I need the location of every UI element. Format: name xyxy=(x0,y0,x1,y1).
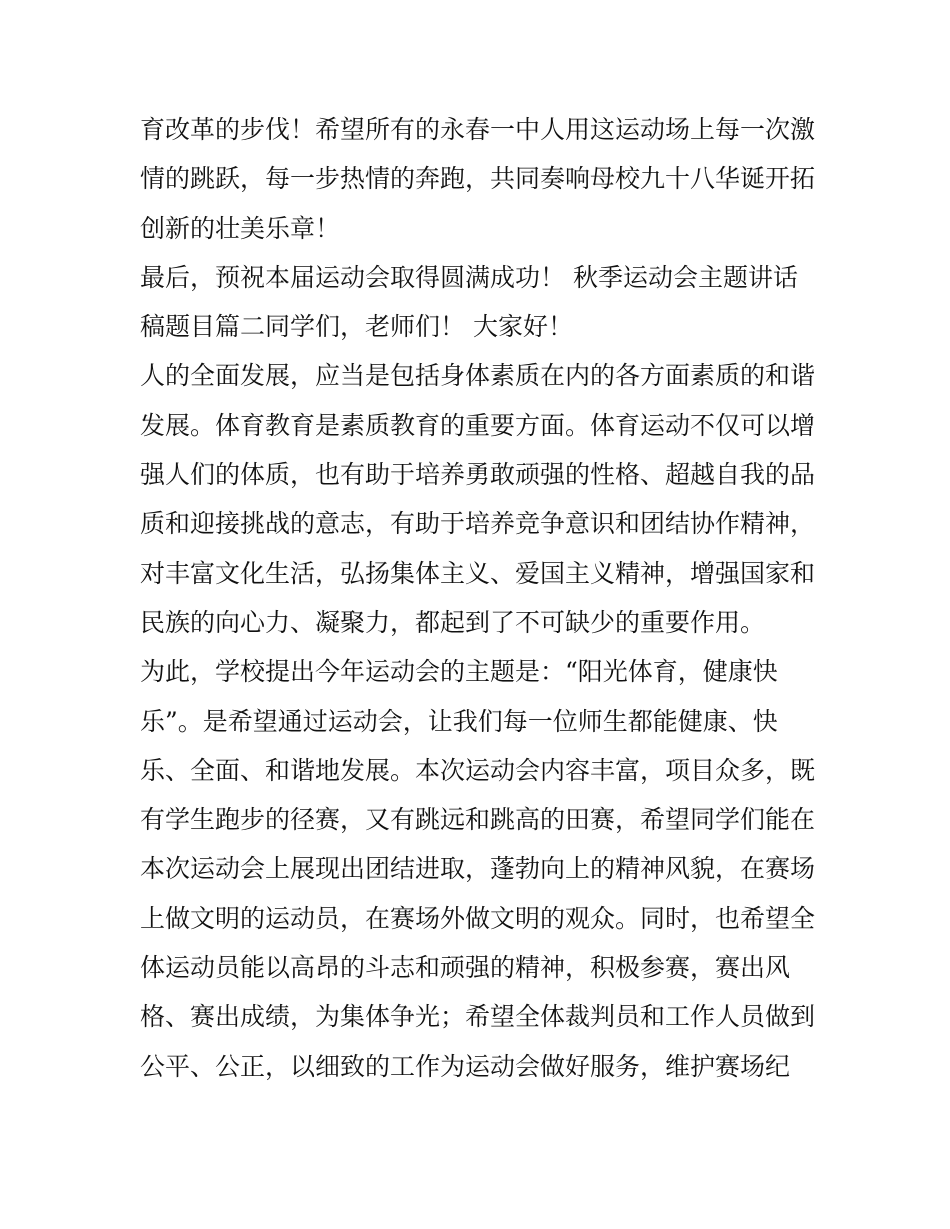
text-line: 人的全面发展，应当是包括身体素质在内的各方面素质的和谐 xyxy=(140,361,816,391)
text-line: 上做文明的运动员，在赛场外做文明的观众。同时，也希望全 xyxy=(140,903,816,933)
text-line: 民族的向心力、凝聚力，都起到了不可缺少的重要作用。 xyxy=(140,607,766,637)
text-line: 强人们的体质，也有助于培养勇敢顽强的性格、超越自我的品 xyxy=(140,460,816,490)
text-line: 格、赛出成绩，为集体争光；希望全体裁判员和工作人员做到 xyxy=(140,1002,816,1032)
text-line: 对丰富文化生活，弘扬集体主义、爱国主义精神，增强国家和 xyxy=(140,558,816,588)
text-line: 公平、公正，以细致的工作为运动会做好服务，维护赛场纪 xyxy=(140,1051,791,1081)
text-line: 乐”。是希望通过运动会，让我们每一位师生都能健康、快 xyxy=(140,706,778,736)
text-line: 最后，预祝本届运动会取得圆满成功！ 秋季运动会主题讲话 xyxy=(140,262,798,292)
text-line: 育改革的步伐！希望所有的永春一中人用这运动场上每一次激 xyxy=(140,115,816,144)
text-line: 创新的壮美乐章！ xyxy=(140,213,341,243)
text-line: 为此，学校提出今年运动会的主题是：“阳光体育，健康快 xyxy=(140,657,778,687)
text-line: 体运动员能以高昂的斗志和顽强的精神，积极参赛，赛出风 xyxy=(140,953,791,983)
text-line: 情的跳跃，每一步热情的奔跑，共同奏响母校九十八华诞开拓 xyxy=(140,164,816,194)
text-line: 有学生跑步的径赛，又有跳远和跳高的田赛，希望同学们能在 xyxy=(140,805,816,835)
text-line: 质和迎接挑战的意志，有助于培养竞争意识和团结协作精神， xyxy=(140,509,816,539)
text-line: 发展。体育教育是素质教育的重要方面。体育运动不仅可以增 xyxy=(140,410,816,440)
text-line: 稿题目篇二同学们，老师们！ 大家好！ xyxy=(140,312,573,342)
body-text xyxy=(140,105,820,1091)
text-line: 乐、全面、和谐地发展。本次运动会内容丰富，项目众多，既 xyxy=(140,755,816,785)
text-line: 本次运动会上展现出团结进取，蓬勃向上的精神风貌，在赛场 xyxy=(140,854,816,884)
